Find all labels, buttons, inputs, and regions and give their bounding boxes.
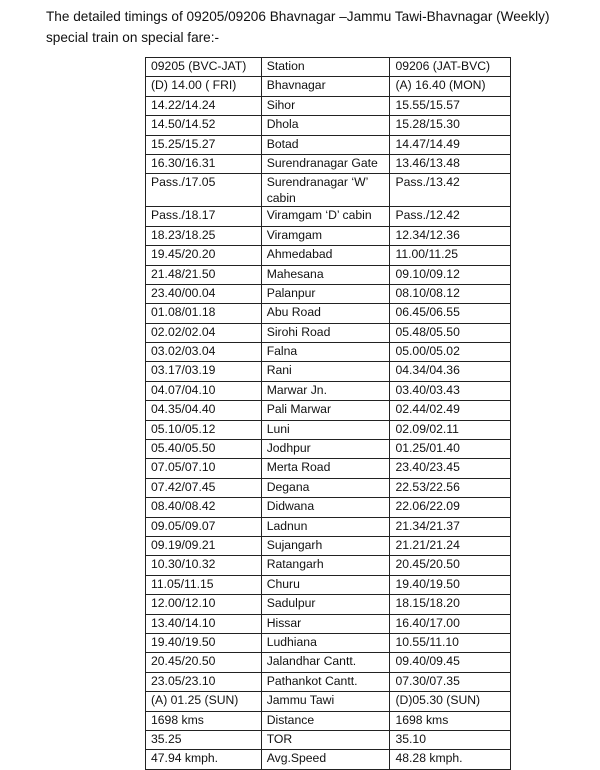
down-train-time: (D) 14.00 ( FRI) [146, 77, 262, 96]
up-train-time: 23.40/23.45 [390, 459, 511, 478]
table-row [146, 498, 511, 517]
station-name: Palanpur [261, 284, 390, 303]
up-train-time: 16.40/17.00 [390, 614, 511, 633]
station-name: Hissar [261, 614, 390, 633]
up-train-time: 48.28 kmph. [390, 750, 511, 769]
down-train-time: 08.40/08.42 [146, 498, 262, 517]
up-train-time: Pass./12.42 [390, 207, 511, 226]
station-name: Viramgam [261, 226, 390, 245]
down-train-time: 10.30/10.32 [146, 556, 262, 575]
down-train-time: 07.05/07.10 [146, 459, 262, 478]
down-train-time: 35.25 [146, 730, 262, 749]
station-name: Distance [261, 711, 390, 730]
table-row [146, 265, 511, 284]
table-row [146, 116, 511, 135]
up-train-time: 01.25/01.40 [390, 440, 511, 459]
down-train-time: 13.40/14.10 [146, 614, 262, 633]
station-name: Pathankot Cantt. [261, 672, 390, 691]
table-row [146, 750, 511, 769]
up-train-time: 05.48/05.50 [390, 323, 511, 342]
station-name: Jalandhar Cantt. [261, 653, 390, 672]
station-name: Viramgam ‘D’ cabin [261, 207, 390, 226]
station-name: Surendranagar ‘W’ cabin [261, 174, 390, 207]
up-train-time: 20.45/20.50 [390, 556, 511, 575]
station-name: Sadulpur [261, 595, 390, 614]
station-name: Marwar Jn. [261, 381, 390, 400]
column-header-down-train: 09205 (BVC-JAT) [146, 58, 262, 77]
table-row [146, 77, 511, 96]
up-train-time: 06.45/06.55 [390, 304, 511, 323]
station-name: Abu Road [261, 304, 390, 323]
up-train-time: 10.55/11.10 [390, 633, 511, 652]
station-name: Didwana [261, 498, 390, 517]
station-name: Degana [261, 478, 390, 497]
station-name: Ludhiana [261, 633, 390, 652]
table-row [146, 633, 511, 652]
table-row [146, 556, 511, 575]
table-row [146, 343, 511, 362]
column-header-up-train: 09206 (JAT-BVC) [390, 58, 511, 77]
station-name: Churu [261, 575, 390, 594]
table-row [146, 440, 511, 459]
station-name: Sujangarh [261, 536, 390, 555]
table-row [146, 459, 511, 478]
up-train-time: 07.30/07.35 [390, 672, 511, 691]
down-train-time: 09.19/09.21 [146, 536, 262, 555]
station-name: TOR [261, 730, 390, 749]
up-train-time: 21.21/21.24 [390, 536, 511, 555]
up-train-time: 18.15/18.20 [390, 595, 511, 614]
up-train-time: 19.40/19.50 [390, 575, 511, 594]
down-train-time: 1698 kms [146, 711, 262, 730]
up-train-time: 04.34/04.36 [390, 362, 511, 381]
header-row [146, 58, 511, 77]
up-train-time: 15.55/15.57 [390, 96, 511, 115]
down-train-time: 11.05/11.15 [146, 575, 262, 594]
down-train-time: 15.25/15.27 [146, 135, 262, 154]
station-name: Luni [261, 420, 390, 439]
down-train-time: 19.45/20.20 [146, 246, 262, 265]
up-train-time: 09.40/09.45 [390, 653, 511, 672]
column-header-station: Station [261, 58, 390, 77]
station-name: Ratangarh [261, 556, 390, 575]
down-train-time: 05.40/05.50 [146, 440, 262, 459]
table-row [146, 154, 511, 173]
table-row [146, 614, 511, 633]
up-train-time: 02.09/02.11 [390, 420, 511, 439]
up-train-time: 02.44/02.49 [390, 401, 511, 420]
station-name: Dhola [261, 116, 390, 135]
up-train-time: (A) 16.40 (MON) [390, 77, 511, 96]
table-row [146, 135, 511, 154]
table-row [146, 284, 511, 303]
down-train-time: 23.05/23.10 [146, 672, 262, 691]
up-train-time: 22.53/22.56 [390, 478, 511, 497]
up-train-time: 09.10/09.12 [390, 265, 511, 284]
down-train-time: 03.17/03.19 [146, 362, 262, 381]
up-train-time: 15.28/15.30 [390, 116, 511, 135]
table-row [146, 478, 511, 497]
table-row [146, 304, 511, 323]
station-name: Botad [261, 135, 390, 154]
down-train-time: 03.02/03.04 [146, 343, 262, 362]
down-train-time: 04.07/04.10 [146, 381, 262, 400]
down-train-time: 14.22/14.24 [146, 96, 262, 115]
up-train-time: 08.10/08.12 [390, 284, 511, 303]
down-train-time: 14.50/14.52 [146, 116, 262, 135]
station-name: Ladnun [261, 517, 390, 536]
table-row [146, 711, 511, 730]
station-name: Falna [261, 343, 390, 362]
down-train-time: 16.30/16.31 [146, 154, 262, 173]
table-row [146, 517, 511, 536]
down-train-time: 02.02/02.04 [146, 323, 262, 342]
down-train-time: 23.40/00.04 [146, 284, 262, 303]
up-train-time: 13.46/13.48 [390, 154, 511, 173]
down-train-time: Pass./17.05 [146, 174, 262, 207]
table-row [146, 575, 511, 594]
down-train-time: 07.42/07.45 [146, 478, 262, 497]
up-train-time: 22.06/22.09 [390, 498, 511, 517]
station-name: Pali Marwar [261, 401, 390, 420]
station-name: Avg.Speed [261, 750, 390, 769]
up-train-time: 11.00/11.25 [390, 246, 511, 265]
station-name: Mahesana [261, 265, 390, 284]
table-row [146, 207, 511, 226]
table-row [146, 730, 511, 749]
table-row [146, 672, 511, 691]
station-name: Merta Road [261, 459, 390, 478]
up-train-time: 14.47/14.49 [390, 135, 511, 154]
table-row [146, 692, 511, 711]
down-train-time: 01.08/01.18 [146, 304, 262, 323]
table-row [146, 246, 511, 265]
station-name: Jodhpur [261, 440, 390, 459]
table-row [146, 362, 511, 381]
table-row [146, 595, 511, 614]
station-name: Sihor [261, 96, 390, 115]
table-row [146, 420, 511, 439]
up-train-time: 03.40/03.43 [390, 381, 511, 400]
down-train-time: 05.10/05.12 [146, 420, 262, 439]
up-train-time: (D)05.30 (SUN) [390, 692, 511, 711]
down-train-time: 47.94 kmph. [146, 750, 262, 769]
table-row [146, 174, 511, 207]
down-train-time: 21.48/21.50 [146, 265, 262, 284]
station-name: Rani [261, 362, 390, 381]
down-train-time: 09.05/09.07 [146, 517, 262, 536]
station-name: Sirohi Road [261, 323, 390, 342]
up-train-time: 21.34/21.37 [390, 517, 511, 536]
station-name: Bhavnagar [261, 77, 390, 96]
table-row [146, 401, 511, 420]
table-row [146, 536, 511, 555]
timetable [145, 57, 511, 770]
down-train-time: 04.35/04.40 [146, 401, 262, 420]
station-name: Ahmedabad [261, 246, 390, 265]
page-heading: The detailed timings of 09205/09206 Bhavnagar –Jammu Tawi-Bhavnagar (Weekly) special train on special fare:- [46, 9, 550, 45]
down-train-time: (A) 01.25 (SUN) [146, 692, 262, 711]
up-train-time: 05.00/05.02 [390, 343, 511, 362]
up-train-time: 35.10 [390, 730, 511, 749]
down-train-time: 12.00/12.10 [146, 595, 262, 614]
down-train-time: Pass./18.17 [146, 207, 262, 226]
table-row [146, 96, 511, 115]
up-train-time: 12.34/12.36 [390, 226, 511, 245]
table-row [146, 653, 511, 672]
table-row [146, 381, 511, 400]
up-train-time: Pass./13.42 [390, 174, 511, 207]
down-train-time: 18.23/18.25 [146, 226, 262, 245]
station-name: Surendranagar Gate [261, 154, 390, 173]
table-row [146, 226, 511, 245]
up-train-time: 1698 kms [390, 711, 511, 730]
down-train-time: 20.45/20.50 [146, 653, 262, 672]
station-name: Jammu Tawi [261, 692, 390, 711]
table-row [146, 323, 511, 342]
down-train-time: 19.40/19.50 [146, 633, 262, 652]
